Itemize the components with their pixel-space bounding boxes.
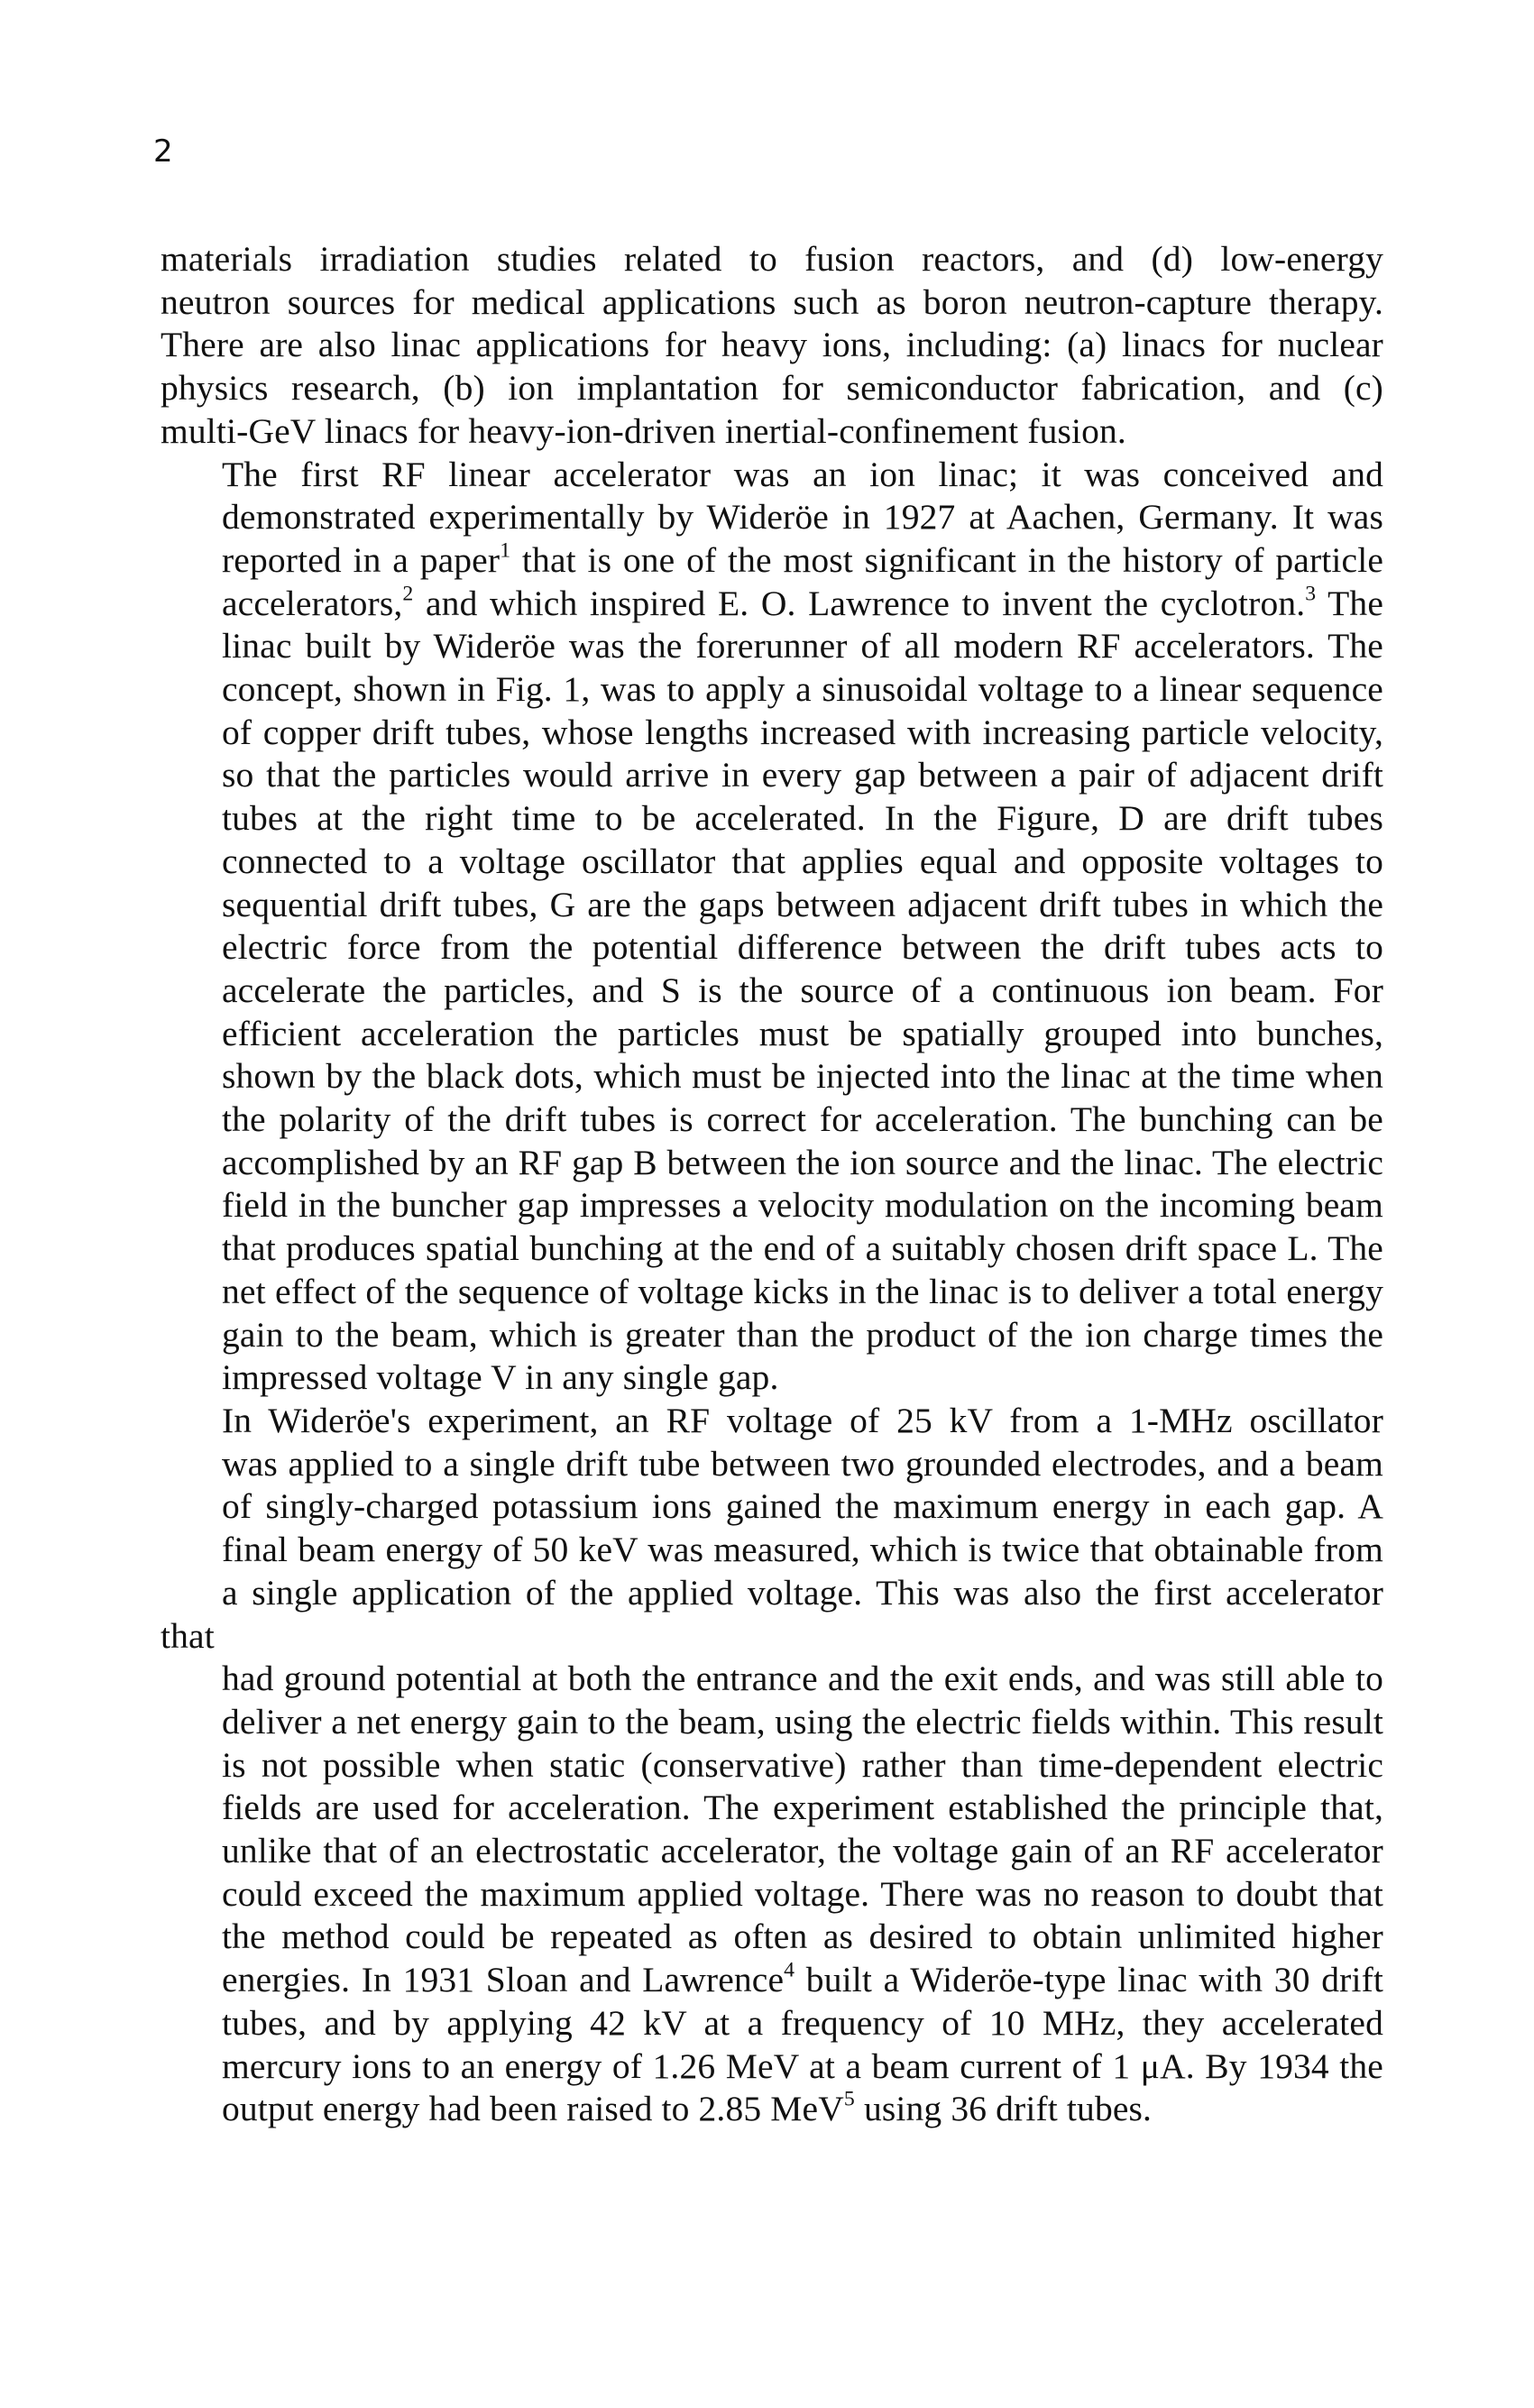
text-line bbox=[161, 281, 1383, 325]
text-segment: so that the particles would arrive in every gap between a pair of adjacent drift bbox=[222, 755, 1383, 795]
text-segment: had ground potential at both the entrance and the exit ends, and was still able to bbox=[222, 1659, 1383, 1699]
text-line bbox=[161, 1916, 1383, 1959]
text-segment: In Wideröe's experiment, an RF voltage of 25 kV from a 1-MHz oscillator bbox=[222, 1400, 1383, 1440]
text-segment: output energy had been raised to 2.85 MeV bbox=[222, 2089, 844, 2129]
text-line bbox=[161, 754, 1383, 797]
text-segment: was applied to a single drift tube between two grounded electrodes, and a beam bbox=[222, 1443, 1383, 1484]
text-line bbox=[161, 1142, 1383, 1185]
paragraph bbox=[161, 1400, 1383, 2131]
text-segment: and which inspired E. O. Lawrence to invent the cyclotron. bbox=[413, 583, 1306, 623]
text-line bbox=[161, 2088, 1383, 2131]
text-line bbox=[161, 926, 1383, 970]
text-segment: There are also linac applications for heavy ions, including: (a) linacs for nuclear bbox=[161, 325, 1383, 365]
text-line bbox=[161, 1271, 1383, 1314]
text-line bbox=[161, 1873, 1383, 1916]
text-segment: fields are used for acceleration. The experiment established the principle that, bbox=[222, 1788, 1383, 1828]
text-segment: built a Wideröe-type linac with 30 drift bbox=[795, 1960, 1383, 2000]
text-line bbox=[161, 841, 1383, 884]
text-segment: of singly-charged potassium ions gained the maximum energy in each gap. A bbox=[222, 1486, 1383, 1527]
page-number: 2 bbox=[153, 133, 173, 170]
text-segment: accomplished by an RF gap B between the ion source and the linac. The electric bbox=[222, 1142, 1383, 1182]
text-line bbox=[161, 668, 1383, 712]
text-line bbox=[161, 1658, 1383, 1701]
text-segment: shown by the black dots, which must be injected into the linac at the time when bbox=[222, 1056, 1383, 1097]
text-segment: connected to a voltage oscillator that applies equal and opposite voltages to bbox=[222, 841, 1383, 881]
text-line bbox=[161, 1314, 1383, 1357]
text-segment: unlike that of an electrostatic accelerator, the voltage gain of an RF accelerator bbox=[222, 1831, 1383, 1871]
text-segment: materials irradiation studies related to fusion reactors, and (d) low-energy bbox=[161, 239, 1383, 279]
text-segment: concept, shown in Fig. 1, was to apply a sinusoidal voltage to a linear sequence bbox=[222, 669, 1383, 710]
paragraph bbox=[161, 454, 1383, 1400]
text-line bbox=[161, 1013, 1383, 1056]
text-segment: linac built by Wideröe was the forerunner of all modern RF accelerators. The bbox=[222, 626, 1383, 666]
text-segment: is not possible when static (conservative) rather than time-dependent electric bbox=[222, 1744, 1383, 1785]
text-line bbox=[161, 2045, 1383, 2089]
text-line bbox=[161, 1443, 1383, 1486]
text-line bbox=[161, 1184, 1383, 1227]
text-segment: demonstrated experimentally by Wideröe in 1927 at Aachen, Germany. It was bbox=[222, 497, 1383, 538]
text-line bbox=[161, 1744, 1383, 1788]
text-segment: using 36 drift tubes. bbox=[854, 2089, 1153, 2129]
text-line bbox=[161, 324, 1383, 367]
text-line bbox=[161, 496, 1383, 539]
text-line bbox=[161, 1356, 1383, 1400]
text-line bbox=[161, 1055, 1383, 1098]
text-line bbox=[161, 797, 1383, 841]
text-segment: physics research, (b) ion implantation for semiconductor fabrication, and (c) bbox=[161, 368, 1383, 409]
text-line bbox=[161, 1400, 1383, 1443]
text-segment: reported in a paper bbox=[222, 539, 501, 580]
text-segment: electric force from the potential difference between the drift tubes acts to bbox=[222, 927, 1383, 968]
text-segment: sequential drift tubes, G are the gaps between adjacent drift tubes in which the bbox=[222, 884, 1383, 924]
text-segment: final beam energy of 50 keV was measured, which is twice that obtainable from bbox=[222, 1530, 1383, 1570]
text-line bbox=[161, 1098, 1383, 1142]
text-segment: The first RF linear accelerator was an ion linac; it was conceived and bbox=[222, 454, 1383, 494]
text-segment: mercury ions to an energy of 1.26 MeV at a beam current of 1 μA. By 1934 the bbox=[222, 2045, 1383, 2086]
footnote-reference: 5 bbox=[843, 2087, 855, 2111]
text-line bbox=[161, 970, 1383, 1013]
text-segment: gain to the beam, which is greater than the product of the ion charge times the bbox=[222, 1314, 1383, 1355]
text-line bbox=[161, 1830, 1383, 1873]
text-segment: net effect of the sequence of voltage kicks in the linac is to deliver a total energy bbox=[222, 1271, 1383, 1311]
text-segment: the method could be repeated as often as desired to obtain unlimited higher bbox=[222, 1916, 1383, 1957]
text-line bbox=[161, 1701, 1383, 1744]
text-segment: that produces spatial bunching at the end of a suitably chosen drift space L. The bbox=[222, 1228, 1383, 1269]
paragraph bbox=[161, 238, 1383, 454]
body-text bbox=[161, 238, 1383, 2131]
text-segment: tubes, and by applying 42 kV at a frequency of 10 MHz, they accelerated bbox=[222, 2002, 1383, 2043]
footnote-reference: 3 bbox=[1305, 582, 1317, 606]
text-segment: that is one of the most significant in the history of particle bbox=[510, 539, 1384, 580]
text-line bbox=[161, 1959, 1383, 2002]
text-line bbox=[161, 539, 1383, 583]
text-line bbox=[161, 367, 1383, 410]
footnote-reference: 2 bbox=[402, 582, 414, 606]
text-line bbox=[161, 625, 1383, 668]
text-segment: field in the buncher gap impresses a velocity modulation on the incoming beam bbox=[222, 1185, 1383, 1226]
text-segment: accelerators, bbox=[222, 583, 403, 623]
text-line bbox=[161, 410, 1383, 454]
text-line bbox=[161, 1787, 1383, 1830]
text-line bbox=[161, 2002, 1383, 2045]
text-segment: efficient acceleration the particles must be spatially grouped into bunches, bbox=[222, 1013, 1383, 1053]
text-line bbox=[161, 712, 1383, 755]
text-segment: neutron sources for medical applications such as boron neutron-capture therapy. bbox=[161, 281, 1383, 322]
text-line bbox=[161, 884, 1383, 927]
text-segment: The bbox=[1316, 583, 1383, 623]
text-segment: deliver a net energy gain to the beam, using the electric fields within. This result bbox=[222, 1701, 1383, 1742]
text-line bbox=[161, 238, 1383, 281]
text-segment: the polarity of the drift tubes is correct for acceleration. The bunching can be bbox=[222, 1099, 1383, 1140]
text-line bbox=[161, 454, 1383, 497]
text-segment: could exceed the maximum applied voltage. There was no reason to doubt that bbox=[222, 1873, 1383, 1914]
text-segment: multi-GeV linacs for heavy-ion-driven inertial-confinement fusion. bbox=[161, 410, 1126, 451]
footnote-reference: 4 bbox=[784, 1958, 795, 1982]
footnote-reference: 1 bbox=[500, 538, 511, 563]
text-line bbox=[161, 1485, 1383, 1529]
text-segment: accelerate the particles, and S is the source of a continuous ion beam. For bbox=[222, 970, 1383, 1010]
text-line bbox=[161, 583, 1383, 626]
text-segment: impressed voltage V in any single gap. bbox=[222, 1357, 779, 1398]
text-segment: tubes at the right time to be accelerated. In the Figure, D are drift tubes bbox=[222, 798, 1383, 839]
text-segment: a single application of the applied voltage. This was also the first accelerator that bbox=[161, 1572, 1383, 1656]
text-line bbox=[161, 1572, 1383, 1658]
text-segment: energies. In 1931 Sloan and Lawrence bbox=[222, 1960, 785, 2000]
text-line bbox=[161, 1529, 1383, 1572]
text-line bbox=[161, 1227, 1383, 1271]
text-segment: of copper drift tubes, whose lengths increased with increasing particle velocity, bbox=[222, 712, 1383, 752]
